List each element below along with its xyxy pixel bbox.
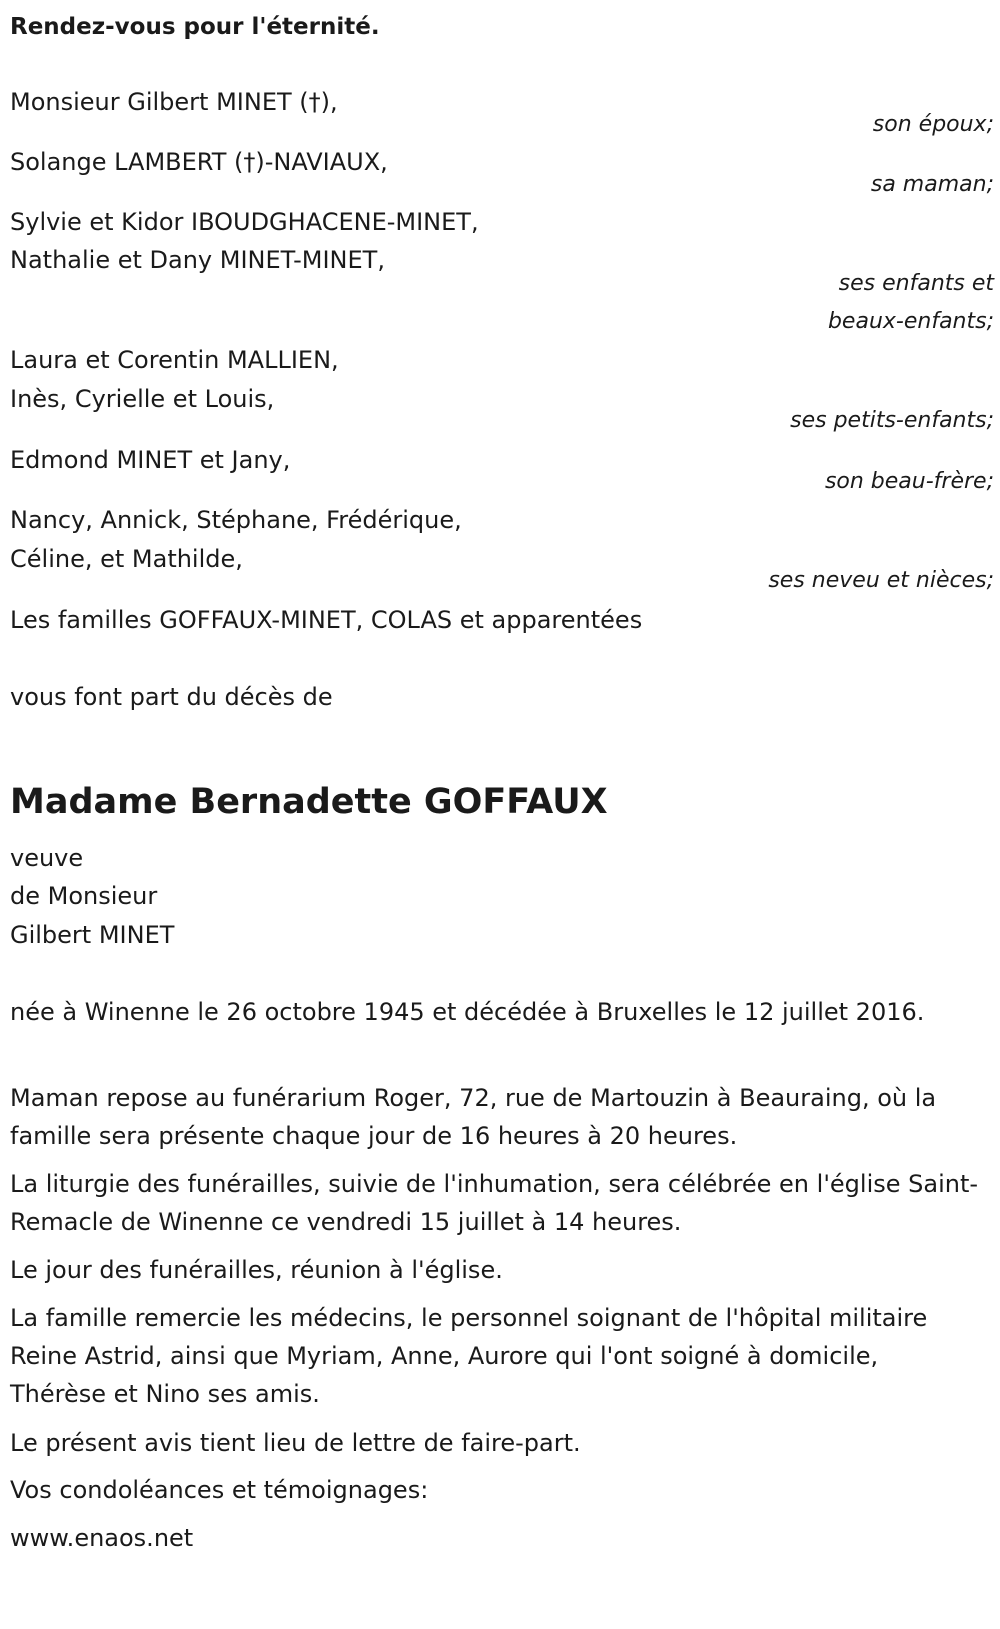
thanks-paragraph: La famille remercie les médecins, le personnel soignant de l'hôpital militaire Reine Astrid, ainsi que Myriam, Anne, Aurore qui l'ont soigné à domicile, Thérèse et Nino ses amis.: [10, 1304, 928, 1408]
family-line-nieces-1: Nancy, Annick, Stéphane, Frédérique,: [10, 506, 462, 534]
role-grandchildren: ses petits-enfants;: [790, 408, 994, 433]
role-spouse: son époux;: [872, 112, 994, 137]
family-line-nieces-2: Céline, et Mathilde,: [10, 545, 243, 573]
family-line-grandchildren-2: Inès, Cyrielle et Louis,: [10, 385, 275, 413]
faire-part-paragraph: Le présent avis tient lieu de lettre de faire-part.: [10, 1429, 581, 1457]
funerarium-paragraph: Maman repose au funérarium Roger, 72, rue de Martouzin à Beauraing, où la famille sera présente chaque jour de 16 heures à 20 heures.: [10, 1084, 937, 1150]
family-line-families: Les familles GOFFAUX-MINET, COLAS et apparentées: [10, 606, 643, 634]
family-line-child-2: Nathalie et Dany MINET-MINET,: [10, 246, 385, 274]
birth-death-paragraph: née à Winenne le 26 octobre 1945 et décédée à Bruxelles le 12 juillet 2016.: [10, 998, 925, 1026]
family-line-brother-in-law: Edmond MINET et Jany,: [10, 446, 291, 474]
widow-line-2: de Monsieur: [10, 882, 158, 910]
reunion-paragraph: Le jour des funérailles, réunion à l'église.: [10, 1256, 503, 1284]
family-line-mother: Solange LAMBERT (†)-NAVIAUX,: [10, 148, 388, 176]
role-brother-in-law: son beau-frère;: [824, 469, 994, 494]
role-children-2: beaux-enfants;: [827, 309, 994, 334]
family-line-grandchildren-1: Laura et Corentin MALLIEN,: [10, 346, 339, 374]
deceased-name: Madame Bernadette GOFFAUX: [10, 782, 608, 822]
role-mother: sa maman;: [870, 172, 994, 197]
notice-heading: Rendez-vous pour l'éternité.: [10, 14, 380, 40]
website-link[interactable]: www.enaos.net: [10, 1524, 194, 1552]
condolences-paragraph: Vos condoléances et témoignages:: [10, 1476, 429, 1504]
family-line-child-1: Sylvie et Kidor IBOUDGHACENE-MINET,: [10, 208, 479, 236]
liturgy-paragraph: La liturgie des funérailles, suivie de l'inhumation, sera célébrée en l'église Saint-Remacle de Winenne ce vendredi 15 juillet à 14 heures.: [10, 1170, 979, 1236]
widow-line-3: Gilbert MINET: [10, 921, 175, 949]
widow-line-1: veuve: [10, 844, 84, 872]
announcement-intro: vous font part du décès de: [10, 683, 333, 711]
family-line-spouse: Monsieur Gilbert MINET (†),: [10, 88, 338, 116]
role-nephew-nieces: ses neveu et nièces;: [768, 568, 994, 593]
role-children-1: ses enfants et: [838, 271, 994, 296]
